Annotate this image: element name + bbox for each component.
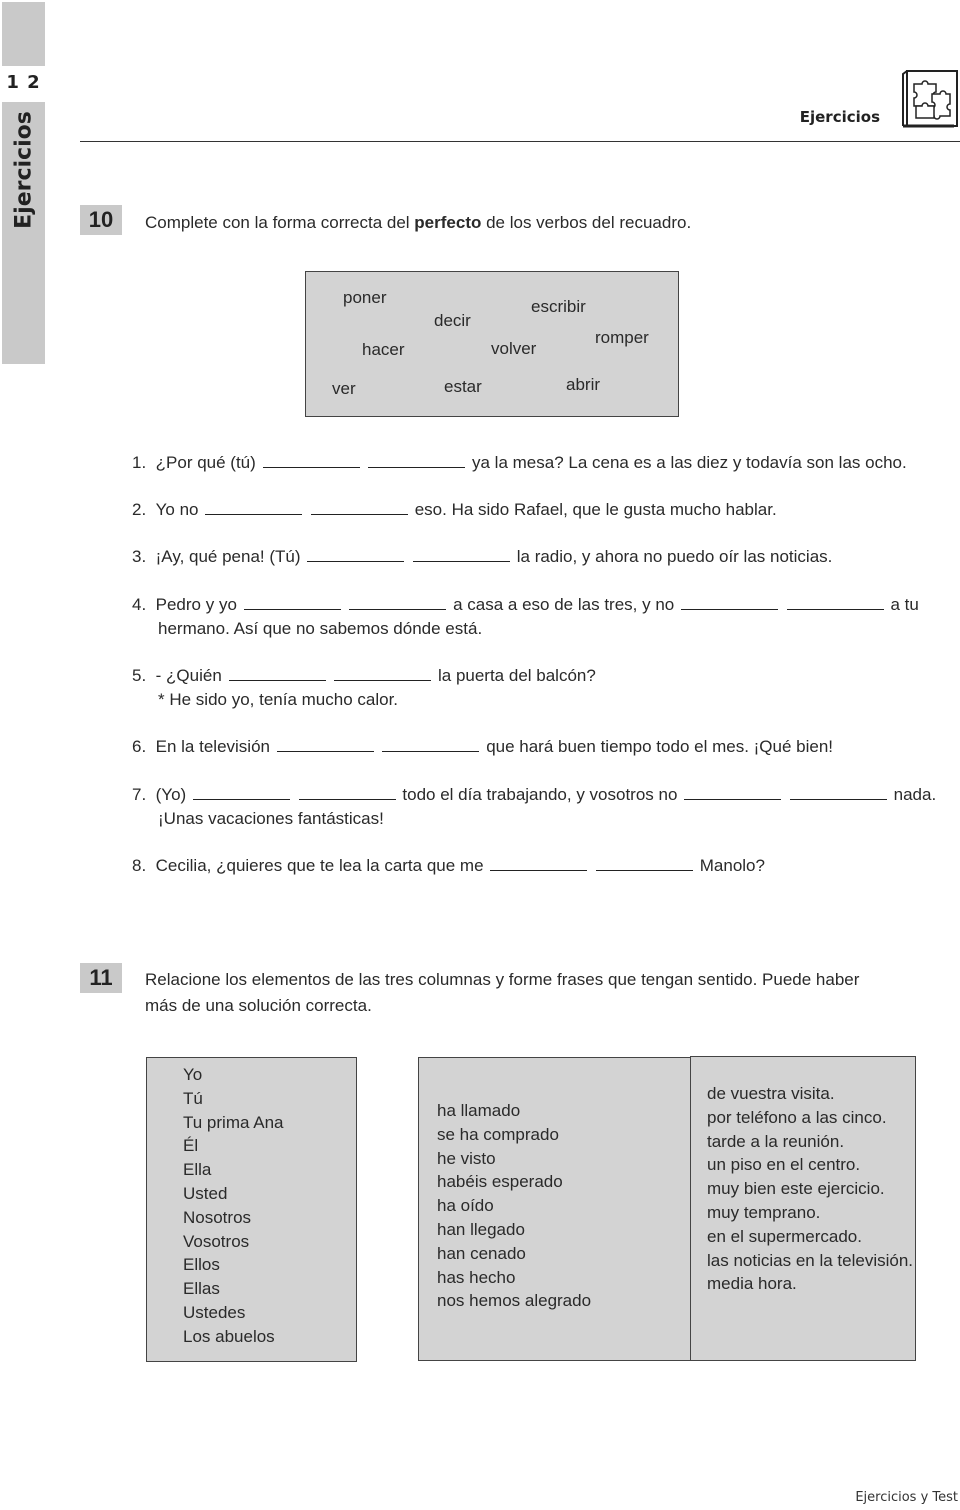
page-number: 1 2 xyxy=(6,72,41,93)
exercise-11-number: 11 xyxy=(80,963,122,993)
sentence-text: Yo no xyxy=(155,500,199,519)
instruction-text-end: de los verbos del recuadro. xyxy=(481,213,692,232)
sentence-text: a casa a eso de las tres, y no xyxy=(453,595,675,614)
subject-item: Ustedes xyxy=(183,1302,246,1322)
side-label xyxy=(4,110,44,230)
answer-blank[interactable] xyxy=(596,856,693,871)
subject-item: Ellas xyxy=(183,1279,220,1299)
sentence-text: * He sido yo, tenía mucho calor. xyxy=(158,690,399,709)
verb-item: ha oído xyxy=(437,1196,494,1216)
answer-blank[interactable] xyxy=(790,785,887,800)
verb-word: poner xyxy=(343,288,387,307)
puzzle-icon xyxy=(902,70,958,128)
complement-item: media hora. xyxy=(707,1274,797,1294)
verb-word: escribir xyxy=(531,297,586,316)
answer-blank[interactable] xyxy=(490,856,587,871)
verb-word: decir xyxy=(434,311,471,330)
sentence-text: ¡Ay, qué pena! (Tú) xyxy=(155,547,301,566)
column-complements-list xyxy=(707,1082,913,1296)
sentence-8 xyxy=(132,854,960,878)
answer-blank[interactable] xyxy=(277,737,374,752)
sentence-text: ya la mesa? La cena es a las diez y todavía son las ocho. xyxy=(472,453,907,472)
sentence-number: 1. xyxy=(132,453,147,472)
footer-text: Ejercicios y Test xyxy=(855,1490,958,1505)
header-title: Ejercicios xyxy=(799,108,880,126)
sentence-3 xyxy=(132,545,960,569)
sentence-text: todo el día trabajando, y vosotros no xyxy=(402,785,678,804)
verb-word: romper xyxy=(595,328,649,347)
verb-word: estar xyxy=(444,377,482,396)
sentence-text: la radio, y ahora no puedo oír las noticias. xyxy=(516,547,833,566)
answer-blank[interactable] xyxy=(263,453,360,468)
answer-blank[interactable] xyxy=(244,595,341,610)
sentence-text: En la televisión xyxy=(155,737,270,756)
sentence-text: nada. xyxy=(893,785,937,804)
complement-item: un piso en el centro. xyxy=(707,1155,861,1175)
subject-item: Vosotros xyxy=(183,1231,250,1251)
sentence-2 xyxy=(132,498,960,522)
instruction-line: más de una solución correcta. xyxy=(145,996,372,1015)
sentence-text: ¡Unas vacaciones fantásticas! xyxy=(158,809,384,828)
answer-blank[interactable] xyxy=(229,666,326,681)
answer-blank[interactable] xyxy=(311,500,408,515)
sentence-number: 2. xyxy=(132,500,147,519)
sentence-text: Cecilia, ¿quieres que te lea la carta que me xyxy=(155,856,484,875)
column-subjects-list xyxy=(183,1063,283,1349)
answer-blank[interactable] xyxy=(299,785,396,800)
instruction-text: Complete con la forma correcta del xyxy=(145,213,415,232)
sentence-text: (Yo) xyxy=(155,785,187,804)
complement-item: en el supermercado. xyxy=(707,1226,862,1246)
sentence-7 xyxy=(132,783,960,831)
answer-blank[interactable] xyxy=(681,595,778,610)
sentence-4 xyxy=(132,593,960,641)
answer-blank[interactable] xyxy=(368,453,465,468)
sentence-number: 8. xyxy=(132,856,147,875)
sentence-text: que hará buen tiempo todo el mes. ¡Qué bien! xyxy=(486,737,834,756)
sentence-text: eso. Ha sido Rafael, que le gusta mucho hablar. xyxy=(414,500,777,519)
exercise-10-number: 10 xyxy=(80,205,122,235)
sentence-1 xyxy=(132,451,960,475)
complement-item: por teléfono a las cinco. xyxy=(707,1107,887,1127)
complement-item: de vuestra visita. xyxy=(707,1084,835,1103)
answer-blank[interactable] xyxy=(413,547,510,562)
sentence-text: Manolo? xyxy=(699,856,765,875)
verb-item: han cenado xyxy=(437,1243,526,1263)
column-verbs-list xyxy=(437,1099,591,1313)
complement-item: muy bien este ejercicio. xyxy=(707,1179,885,1199)
verb-word: hacer xyxy=(362,340,405,359)
exercise-10-instruction xyxy=(145,210,691,236)
column-subjects xyxy=(146,1057,357,1362)
subject-item: Los abuelos xyxy=(183,1326,275,1346)
complement-item: muy temprano. xyxy=(707,1202,821,1222)
verb-item: han llegado xyxy=(437,1219,525,1239)
verb-item: se ha comprado xyxy=(437,1124,559,1144)
verb-word: abrir xyxy=(566,375,601,394)
answer-blank[interactable] xyxy=(684,785,781,800)
verb-box xyxy=(305,271,679,417)
subject-item: Ellos xyxy=(183,1255,220,1275)
sentence-text: a tu xyxy=(890,595,919,614)
verb-word: volver xyxy=(491,339,537,358)
subject-item: Tu prima Ana xyxy=(183,1112,284,1132)
instruction-bold: perfecto xyxy=(414,213,482,232)
subject-item: Yo xyxy=(183,1065,203,1084)
sentence-text: la puerta del balcón? xyxy=(437,666,596,685)
instruction-line: Relacione los elementos de las tres columnas y forme frases que tengan sentido. Puede haber xyxy=(145,970,860,989)
verb-item: he visto xyxy=(437,1148,496,1168)
exercise-11-instruction xyxy=(145,967,945,1019)
verb-item: ha llamado xyxy=(437,1101,521,1120)
sentence-number: 4. xyxy=(132,595,147,614)
sentence-text: ¿Por qué (tú) xyxy=(155,453,256,472)
subject-item: Ella xyxy=(183,1160,212,1180)
answer-blank[interactable] xyxy=(307,547,404,562)
subject-item: Usted xyxy=(183,1183,228,1203)
sentence-number: 6. xyxy=(132,737,147,756)
side-label-text: Ejercicios xyxy=(11,111,37,229)
sentence-5 xyxy=(132,664,960,712)
subject-item: Nosotros xyxy=(183,1207,252,1227)
sentence-number: 7. xyxy=(132,785,147,804)
column-complements xyxy=(690,1056,916,1361)
header-rule xyxy=(80,141,960,142)
sentence-number: 5. xyxy=(132,666,147,685)
sentence-6 xyxy=(132,735,960,759)
verb-word: ver xyxy=(332,379,356,398)
subject-item: Él xyxy=(183,1136,199,1156)
subject-item: Tú xyxy=(183,1088,203,1108)
answer-blank[interactable] xyxy=(787,595,884,610)
verb-item: has hecho xyxy=(437,1267,516,1287)
sentence-text: Pedro y yo xyxy=(155,595,237,614)
complement-item: tarde a la reunión. xyxy=(707,1131,845,1151)
complement-item: las noticias en la televisión. xyxy=(707,1250,914,1270)
verb-item: habéis esperado xyxy=(437,1172,563,1192)
answer-blank[interactable] xyxy=(205,500,302,515)
sentence-number: 3. xyxy=(132,547,147,566)
answer-blank[interactable] xyxy=(334,666,431,681)
verb-item: nos hemos alegrado xyxy=(437,1291,592,1311)
answer-blank[interactable] xyxy=(382,737,479,752)
answer-blank[interactable] xyxy=(193,785,290,800)
answer-blank[interactable] xyxy=(349,595,446,610)
sentence-text: hermano. Así que no sabemos dónde está. xyxy=(158,619,483,638)
sentence-text: - ¿Quién xyxy=(155,666,222,685)
